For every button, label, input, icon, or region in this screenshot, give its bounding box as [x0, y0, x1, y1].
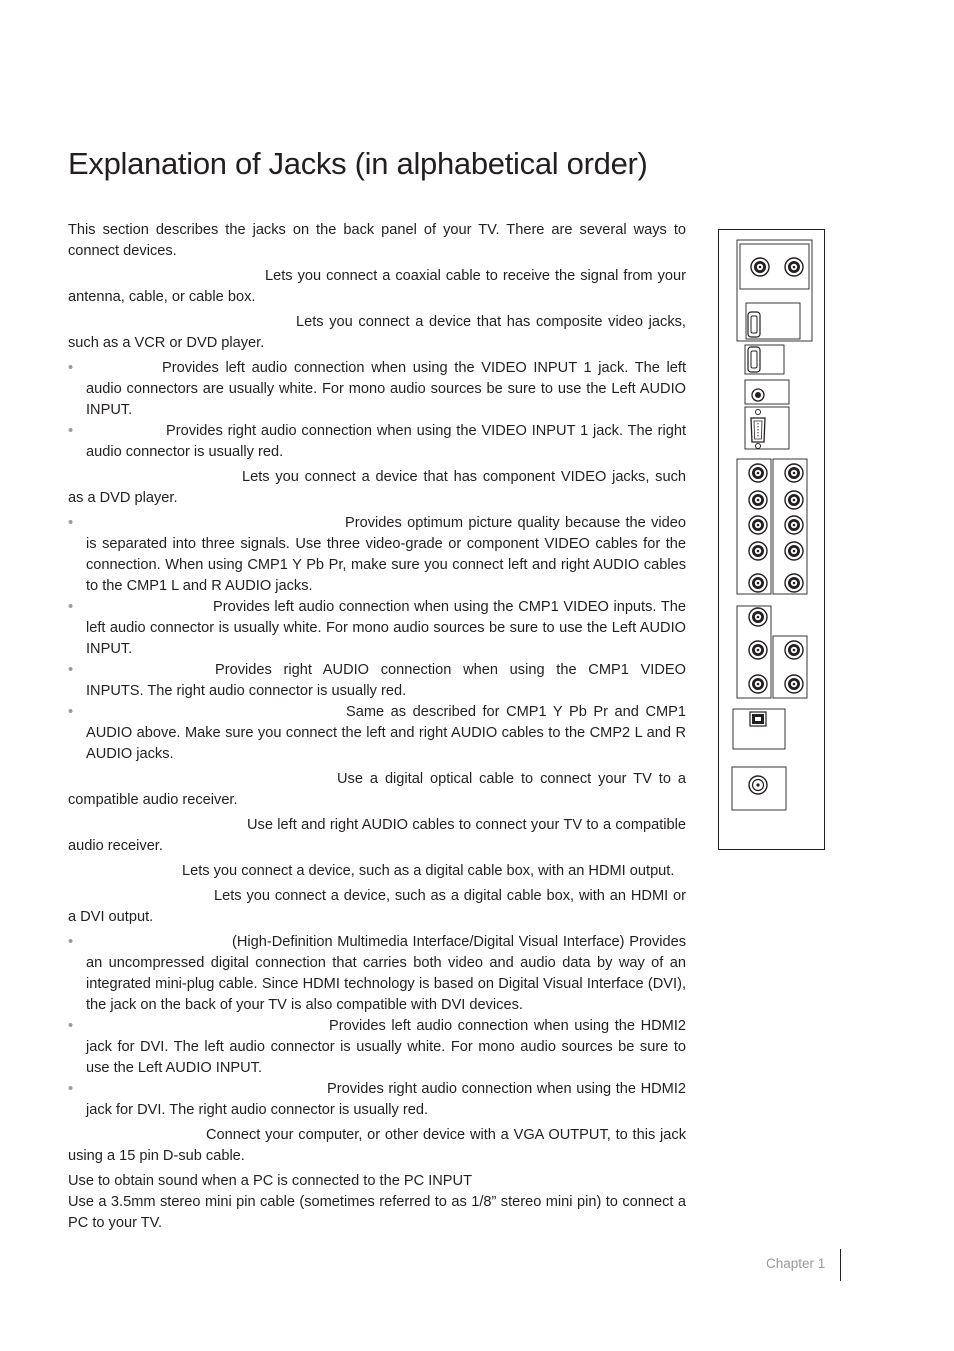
page-title: Explanation of Jacks (in alphabetical order)	[68, 146, 648, 181]
back-panel-illustration	[718, 229, 826, 851]
hdmi-port-icon	[748, 347, 760, 372]
optical-paragraph: Use a digital optical cable to connect your TV to a compatible audio receiver.	[68, 771, 686, 808]
mini-jack-icon	[752, 389, 764, 401]
hdmi-port-icon	[748, 312, 760, 337]
component-paragraph: Lets you connect a device that has component VIDEO jacks, such as a DVD player.	[68, 469, 686, 506]
rca-jack-icon	[749, 542, 767, 560]
rca-jack-icon	[785, 574, 803, 592]
rca-jack-icon	[749, 608, 767, 626]
video1-right-bullet: • Provides right audio connection when using the VIDEO INPUT 1 jack. The right audio connector is usually red.	[68, 423, 686, 460]
intro-paragraph: This section describes the jacks on the back panel of your TV. There are several ways to connect devices.	[68, 222, 686, 259]
video1-paragraph: Lets you connect a device that has composite video jacks, such as a VCR or DVD player.	[68, 314, 686, 351]
cmp2-bullet: • Same as described for CMP1 Y Pb Pr and CMP1 AUDIO above. Make sure you connect the left and right AUDIO cables to the CMP2 L and R AUDIO jacks.	[68, 704, 686, 762]
rca-jack-icon	[785, 258, 803, 276]
cmp1-ypbpr-bullet: • Provides optimum picture quality because the video is separated into three signals. Use three video-grade or component VIDEO cables for the connection. When using CMP1 Y Pb Pr, make sure you connect left and right AUDIO cables to the CMP1 L and R AUDIO jacks.	[68, 515, 686, 594]
hdmi-dvi-bullet: • (High-Definition Multimedia Interface/Digital Visual Interface) Provides an uncompressed digital connection that carries both video and audio data by way of an integrated mini-plug cable. Since HDMI technology is based on Digital Visual Interface (DVI), the jack on the back of your TV is also compatible with DVI devices.	[68, 934, 686, 1013]
rca-jack-icon	[749, 675, 767, 693]
audio-out-paragraph: Use left and right AUDIO cables to connect your TV to a compatible audio receiver.	[68, 817, 686, 854]
hdmi2-paragraph: Lets you connect a device, such as a digital cable box, with an HDMI or a DVI output.	[68, 888, 686, 925]
rca-jack-icon	[751, 258, 769, 276]
rca-jack-icon	[785, 641, 803, 659]
video1-left-bullet: • Provides left audio connection when using the VIDEO INPUT 1 jack. The left audio connectors are usually white. For mono audio sources be sure to use the Left AUDIO INPUT.	[68, 360, 686, 418]
cmp1-left-bullet: • Provides left audio connection when using the CMP1 VIDEO inputs. The left audio connector is usually white. For mono audio sources be sure to use the Left AUDIO INPUT.	[68, 599, 686, 657]
cmp1-right-bullet: • Provides right AUDIO connection when using the CMP1 VIDEO INPUTS. The right audio connector is usually red.	[68, 662, 686, 699]
rca-jack-icon	[785, 675, 803, 693]
rca-jack-icon	[749, 464, 767, 482]
rca-jack-icon	[785, 516, 803, 534]
pc-input-paragraph: Connect your computer, or other device with a VGA OUTPUT, to this jack using a 15 pin D-sub cable.	[68, 1127, 686, 1164]
hdmi2-left-bullet: • Provides left audio connection when using the HDMI2 jack for DVI. The left audio connector is usually white. For mono audio sources be sure to use the Left AUDIO INPUT.	[68, 1018, 686, 1076]
jack-descriptions	[68, 220, 686, 1238]
optical-port-icon	[750, 712, 766, 726]
hdmi2-right-bullet: • Provides right audio connection when using the HDMI2 jack for DVI. The right audio connector is usually red.	[68, 1081, 686, 1118]
pc-audio-paragraph: Use to obtain sound when a PC is connected to the PC INPUT	[68, 1173, 472, 1189]
rca-jack-icon	[785, 491, 803, 509]
rca-jack-icon	[749, 641, 767, 659]
rca-jack-icon	[749, 574, 767, 592]
rca-jack-icon	[785, 542, 803, 560]
coax-connector-icon	[749, 776, 767, 794]
rca-jack-icon	[785, 464, 803, 482]
hdmi1-paragraph: Lets you connect a device, such as a digital cable box, with an HDMI output.	[182, 863, 675, 879]
rca-jack-icon	[749, 516, 767, 534]
footer-rule	[840, 1249, 841, 1281]
rca-jack-icon	[749, 491, 767, 509]
pc-audio-paragraph-continued: Use a 3.5mm stereo mini pin cable (sometimes referred to as 1/8” stereo mini pin) to connect a PC to your TV.	[68, 1194, 686, 1231]
chapter-footer: Chapter 1	[766, 1256, 826, 1271]
antenna-paragraph: Lets you connect a coaxial cable to receive the signal from your antenna, cable, or cable box.	[68, 268, 686, 305]
